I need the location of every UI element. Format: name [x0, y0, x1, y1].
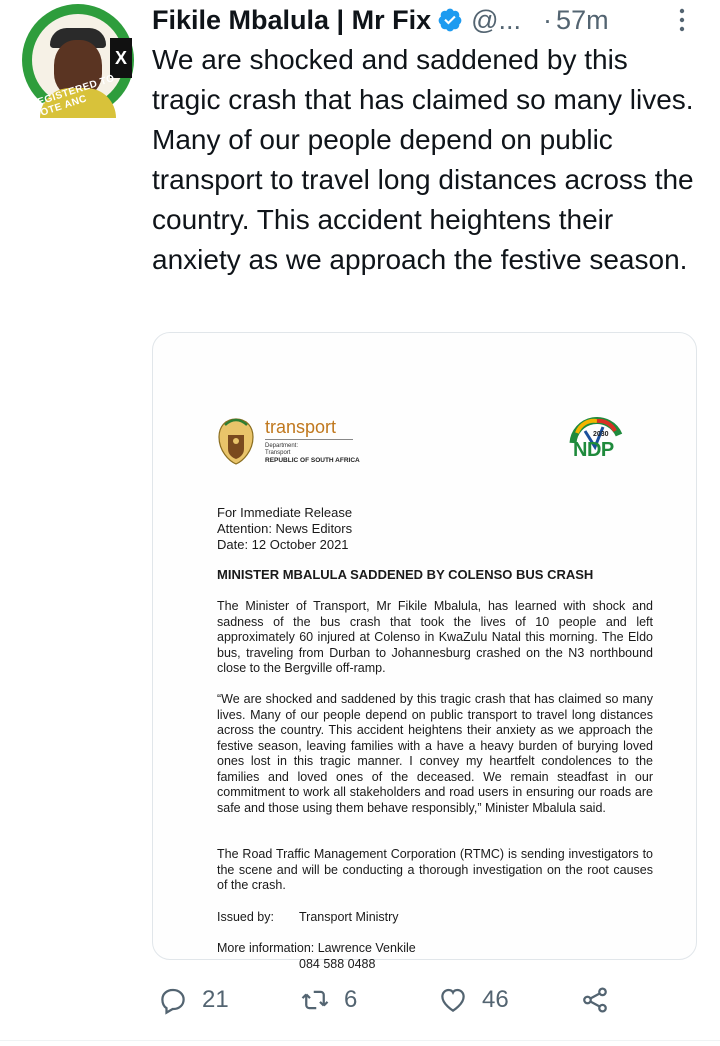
paragraph-2: “We are shocked and saddened by this tragic crash that has claimed so many lives. Many of our people depend on public transport to travel long distances across the country. This accident heightens their anxiety as we approach the festive season, leaving families with a have a heavy burden of burying loved ones lost in this tragic manner. I convey my heartfelt condolences to the families and loved ones of the deceased. We remain steadfast in our commitment to work all stakeholders and road users in ensuring our roads are safe and those using them behave responsibly,” Minister Mbalula said.: [217, 692, 653, 815]
like-button[interactable]: [438, 980, 509, 1020]
date-line: Date: 12 October 2021: [217, 537, 349, 552]
reply-count: 21: [202, 986, 229, 1013]
separator-dot: ·: [543, 4, 553, 35]
ndp-year: 2030: [593, 431, 609, 438]
tweet-divider: [0, 1040, 720, 1041]
reply-icon: [158, 985, 188, 1015]
share-icon: [580, 985, 610, 1015]
contact-number-line: 084 588 0488: [299, 957, 376, 971]
retweet-icon: [300, 985, 330, 1015]
like-count: 46: [482, 986, 509, 1013]
press-headline: MINISTER MBALULA SADDENED BY COLENSO BUS CRASH: [217, 567, 594, 582]
paragraph-3: The Road Traffic Management Corporation (RTMC) is sending investigators to the scene and will be conducting a thorough investigation on the root causes of the crash.: [217, 847, 653, 892]
issued-by-label: Issued by:: [217, 910, 274, 924]
dept-line-transport: Transport: [265, 450, 291, 456]
dept-line-republic: REPUBLIC OF SOUTH AFRICA: [265, 457, 360, 464]
attention-line: Attention: News Editors: [217, 521, 353, 536]
timestamp[interactable]: 57m: [556, 4, 609, 35]
tweet-header: [152, 4, 609, 36]
paragraph-1: The Minister of Transport, Mr Fikile Mbalula, has learned with shock and sadness of the bus crash that took the lives of 10 people and left approximately 60 injured at Colenso in KwaZulu Natal this morning. The Eldo bus, traveling from Durban to Johannesburg crashed on the N3 northbound close to the Bergville off-ramp.: [217, 599, 653, 675]
dept-title: transport: [265, 417, 337, 437]
avatar[interactable]: [22, 4, 134, 121]
retweet-button[interactable]: [300, 980, 357, 1020]
reply-button[interactable]: [158, 980, 229, 1020]
author-handle[interactable]: @...: [471, 4, 522, 35]
retweet-count: 6: [344, 986, 358, 1013]
issued-by-value: Transport Ministry: [299, 910, 399, 924]
tweet-text: We are shocked and saddened by this tragic crash that has claimed so many lives. Many of our people depend on public transport to travel long distances across the country. This accident heightens their anxiety as we approach the festive season.: [152, 44, 694, 275]
more-options-icon[interactable]: [672, 6, 692, 34]
dept-rule: [265, 439, 353, 440]
tweet-media[interactable]: [152, 332, 697, 971]
avatar-badge: X: [110, 38, 132, 78]
share-button[interactable]: [580, 980, 610, 1020]
tweet-actions: [152, 980, 697, 1020]
author-name[interactable]: Fikile Mbalula | Mr Fix: [152, 4, 432, 35]
avatar-caption: REGISTERED TO VOTE ANC: [29, 72, 117, 121]
coat-of-arms-icon: [215, 415, 257, 467]
dept-line-department: Department:: [265, 443, 299, 449]
release-line: For Immediate Release: [217, 505, 353, 520]
verified-badge-icon: [437, 7, 463, 33]
ndp-text: NDP: [573, 439, 614, 461]
press-release-document: [153, 333, 698, 971]
heart-icon: [438, 985, 468, 1015]
more-information-line: More information: Lawrence Venkile: [217, 941, 416, 955]
